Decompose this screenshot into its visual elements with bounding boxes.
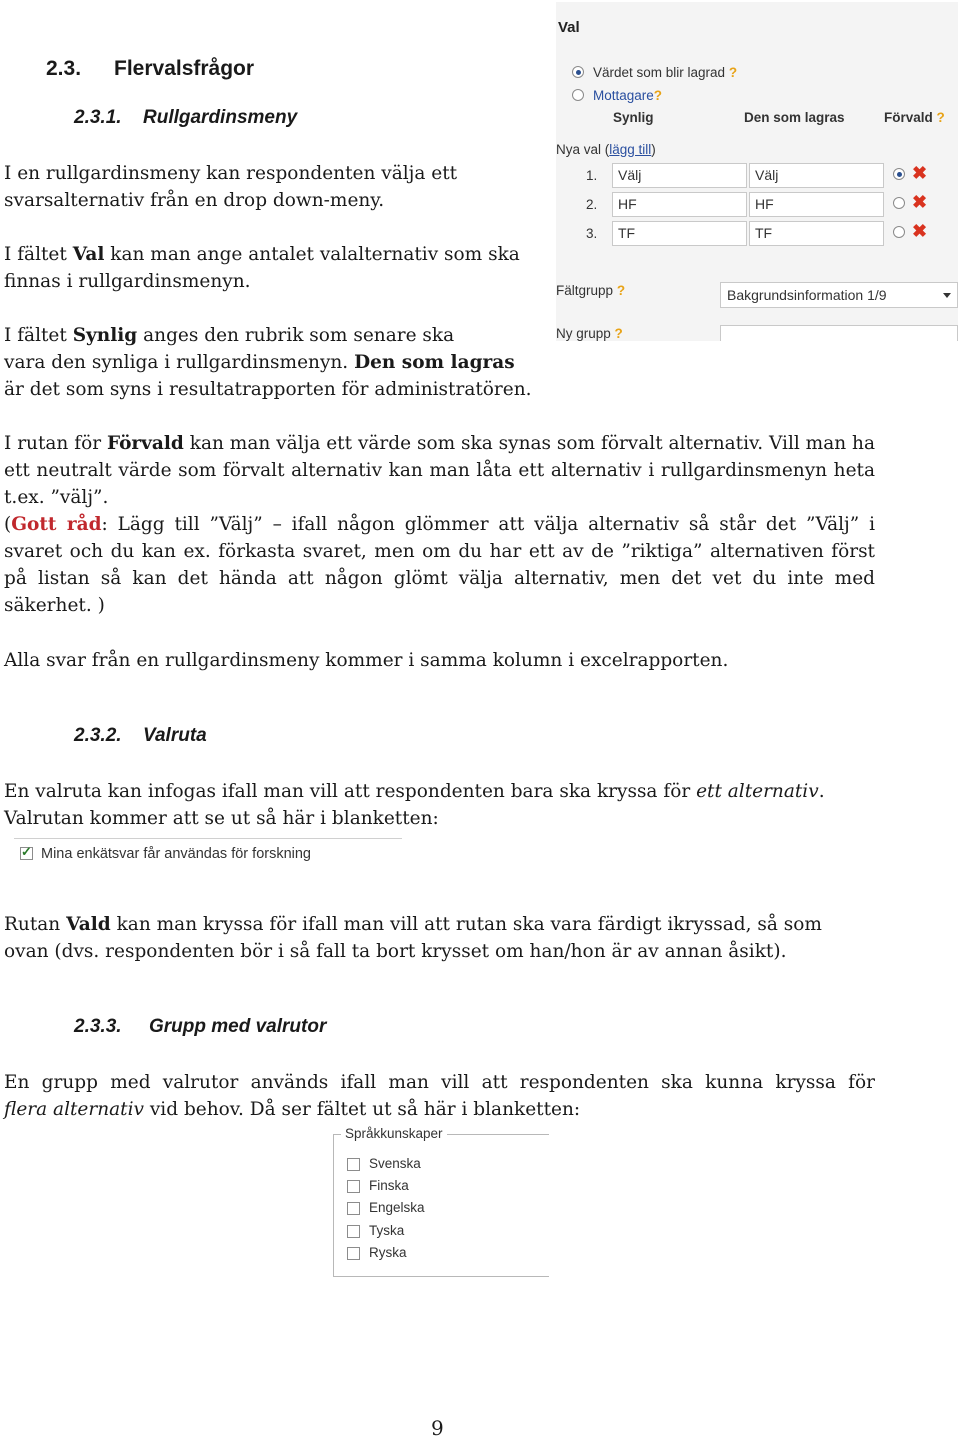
section-number: 2.3. (46, 57, 82, 80)
option-label: Engelska (369, 1200, 425, 1215)
text-span: Rutan (4, 914, 67, 935)
label-text: Värdet som blir lagrad (593, 65, 726, 80)
tip-label: Gott råd (11, 514, 102, 535)
help-icon[interactable]: ? (728, 65, 738, 80)
column-header-synlig: Synlig (613, 110, 654, 125)
subsection-heading-2 (74, 725, 207, 747)
text-line: I en rullgardinsmeny kan respondenten välja ett (4, 163, 458, 184)
label-text: Nya val ( (556, 142, 610, 157)
subsection-heading-1 (74, 107, 297, 129)
field-group-label (556, 283, 625, 298)
synlig-input[interactable]: TF (612, 221, 747, 246)
checkbox-screenshot (14, 838, 402, 868)
lagras-input[interactable]: HF (749, 192, 884, 217)
add-option-link[interactable]: lägg till (609, 142, 652, 157)
default-radio[interactable] (893, 168, 905, 180)
option-label: Finska (369, 1178, 409, 1193)
text-span: vid behov. Då ser fältet ut så här i blanketten: (143, 1099, 581, 1120)
label-text: Förvald (884, 110, 933, 125)
bold-term-vald: Vald (66, 914, 111, 935)
lagras-input[interactable]: TF (749, 221, 884, 246)
divider (14, 838, 402, 839)
delete-icon[interactable]: ✖ (912, 163, 928, 183)
subsection-number-3: 2.3.3. (74, 1016, 122, 1037)
paragraph-val (4, 241, 520, 295)
text-span: ( (4, 514, 12, 535)
new-options-label (556, 142, 656, 157)
row-number: 1. (586, 168, 598, 183)
text-line: Valrutan kommer att se ut så här i blanketten: (4, 808, 439, 829)
text-span: I fältet (4, 244, 73, 265)
delete-icon[interactable]: ✖ (912, 221, 928, 241)
text-line: är det som syns i resultatrapporten för administratören. (4, 379, 532, 400)
radio-stored-value-label (593, 65, 737, 80)
checkbox-group-screenshot (333, 1126, 549, 1278)
text-line: svarsalternativ från en drop down-meny. (4, 190, 385, 211)
text-span: anges den rubrik som senare ska (137, 325, 455, 346)
section-title: Flervalsfrågor (114, 57, 255, 80)
bold-term-forvald: Förvald (106, 433, 184, 454)
group-frame-edge (333, 1134, 341, 1135)
italic-term: flera alternativ (4, 1099, 144, 1120)
language-checkbox[interactable] (347, 1202, 360, 1215)
new-group-input[interactable] (720, 325, 958, 341)
option-label: Ryska (369, 1245, 407, 1260)
val-settings-screenshot (556, 2, 958, 341)
label-text: Ny grupp (556, 326, 611, 341)
page-number: 9 (431, 1416, 444, 1440)
text-span: kan man kryssa för ifall man vill att rutan ska vara färdigt ikryssad, så som (110, 914, 822, 935)
radio-recipient-label (593, 88, 662, 103)
synlig-input[interactable]: Välj (612, 163, 747, 188)
paragraph-grupp-line1: En grupp med valrutor används ifall man vill att respondenten ska kunna kryssa för (4, 1072, 875, 1093)
subsection-title-3: Grupp med valrutor (149, 1016, 327, 1037)
label-text: Mottagare (593, 88, 654, 103)
column-header-forvald (884, 110, 945, 125)
help-icon[interactable]: ? (616, 283, 626, 298)
text-span: I rutan för (4, 433, 107, 454)
option-label: Svenska (369, 1156, 421, 1171)
group-frame-edge (447, 1134, 549, 1135)
label-text: Fältgrupp (556, 283, 614, 298)
default-radio[interactable] (893, 226, 905, 238)
research-consent-checkbox[interactable] (20, 847, 33, 860)
checkbox-label: Mina enkätsvar får användas för forskning (41, 846, 311, 862)
section-heading (46, 57, 254, 81)
field-group-select[interactable] (720, 282, 958, 308)
dropdown-arrow-icon (943, 293, 951, 298)
paragraph-synlig (4, 322, 532, 403)
italic-term: ett alternativ (696, 781, 819, 802)
radio-recipient[interactable] (572, 89, 584, 101)
paragraph-grupp-line2 (4, 1096, 580, 1123)
bold-term-val: Val (72, 244, 105, 265)
bold-term-den-som-lagras: Den som lagras (354, 352, 515, 373)
subsection-number-2: 2.3.2. (74, 725, 122, 746)
paragraph-valruta (4, 778, 825, 832)
subsection-heading-3 (74, 1016, 326, 1038)
default-radio[interactable] (893, 197, 905, 209)
text-span: vara den synliga i rullgardinsmenyn. (4, 352, 355, 373)
text-line: ovan (dvs. respondenten bör i så fall ta bort krysset om han/hon är av annan åsikt). (4, 941, 787, 962)
radio-stored-value[interactable] (572, 66, 584, 78)
subsection-title-2: Valruta (143, 725, 207, 746)
help-icon[interactable]: ? (653, 88, 663, 103)
help-icon[interactable]: ? (936, 110, 945, 125)
synlig-input[interactable]: HF (612, 192, 747, 217)
subsection-title-1: Rullgardinsmeny (143, 107, 298, 128)
bold-term-synlig: Synlig (72, 325, 138, 346)
group-legend: Språkkunskaper (345, 1126, 443, 1141)
row-number: 3. (586, 226, 598, 241)
text-line: finnas i rullgardinsmenyn. (4, 271, 251, 292)
paragraph-vald (4, 911, 822, 965)
language-checkbox[interactable] (347, 1225, 360, 1238)
paragraph-intro (4, 160, 457, 214)
text-span: En valruta kan infogas ifall man vill att respondenten bara ska kryssa för (4, 781, 697, 802)
delete-icon[interactable]: ✖ (912, 192, 928, 212)
column-header-lagras: Den som lagras (744, 110, 845, 125)
option-label: Tyska (369, 1223, 405, 1238)
subsection-number-1: 2.3.1. (74, 107, 122, 128)
val-header: Val (558, 19, 580, 36)
new-group-label (556, 326, 623, 341)
help-icon[interactable]: ? (614, 326, 623, 341)
label-text: ) (651, 142, 656, 157)
text-span: kan man ange antalet valalternativ som ska (104, 244, 520, 265)
paragraph-forvald (4, 430, 875, 511)
text-span: kan man välja ett värde som ska synas som förvalt alternativ. Vill man ha ett neutralt värde som förvalt alternativ kan man låta ett alternativ i rullgardinsmenyn heta t.ex. ”välj”. (4, 433, 876, 508)
group-frame (333, 1134, 549, 1277)
language-checkbox[interactable] (347, 1158, 360, 1171)
select-value: Bakgrundsinformation 1/9 (727, 287, 887, 303)
paragraph-excel: Alla svar från en rullgardinsmeny kommer i samma kolumn i excelrapporten. (4, 650, 729, 671)
lagras-input[interactable]: Välj (749, 163, 884, 188)
text-span: . (818, 781, 825, 802)
language-checkbox[interactable] (347, 1180, 360, 1193)
paragraph-tip (4, 511, 875, 619)
text-span: I fältet (4, 325, 73, 346)
text-span: : Lägg till ”Välj” – ifall någon glömmer att välja alternativ så står det ”Välj” i svaret och du kan ex. förkasta svaret, men om du har ett av de ”riktiga” alternativen först på listan så kan det hända att någon glömt välja alternativ, men det vet du inte med säkerhet. ) (4, 514, 875, 616)
language-checkbox[interactable] (347, 1247, 360, 1260)
row-number: 2. (586, 197, 598, 212)
